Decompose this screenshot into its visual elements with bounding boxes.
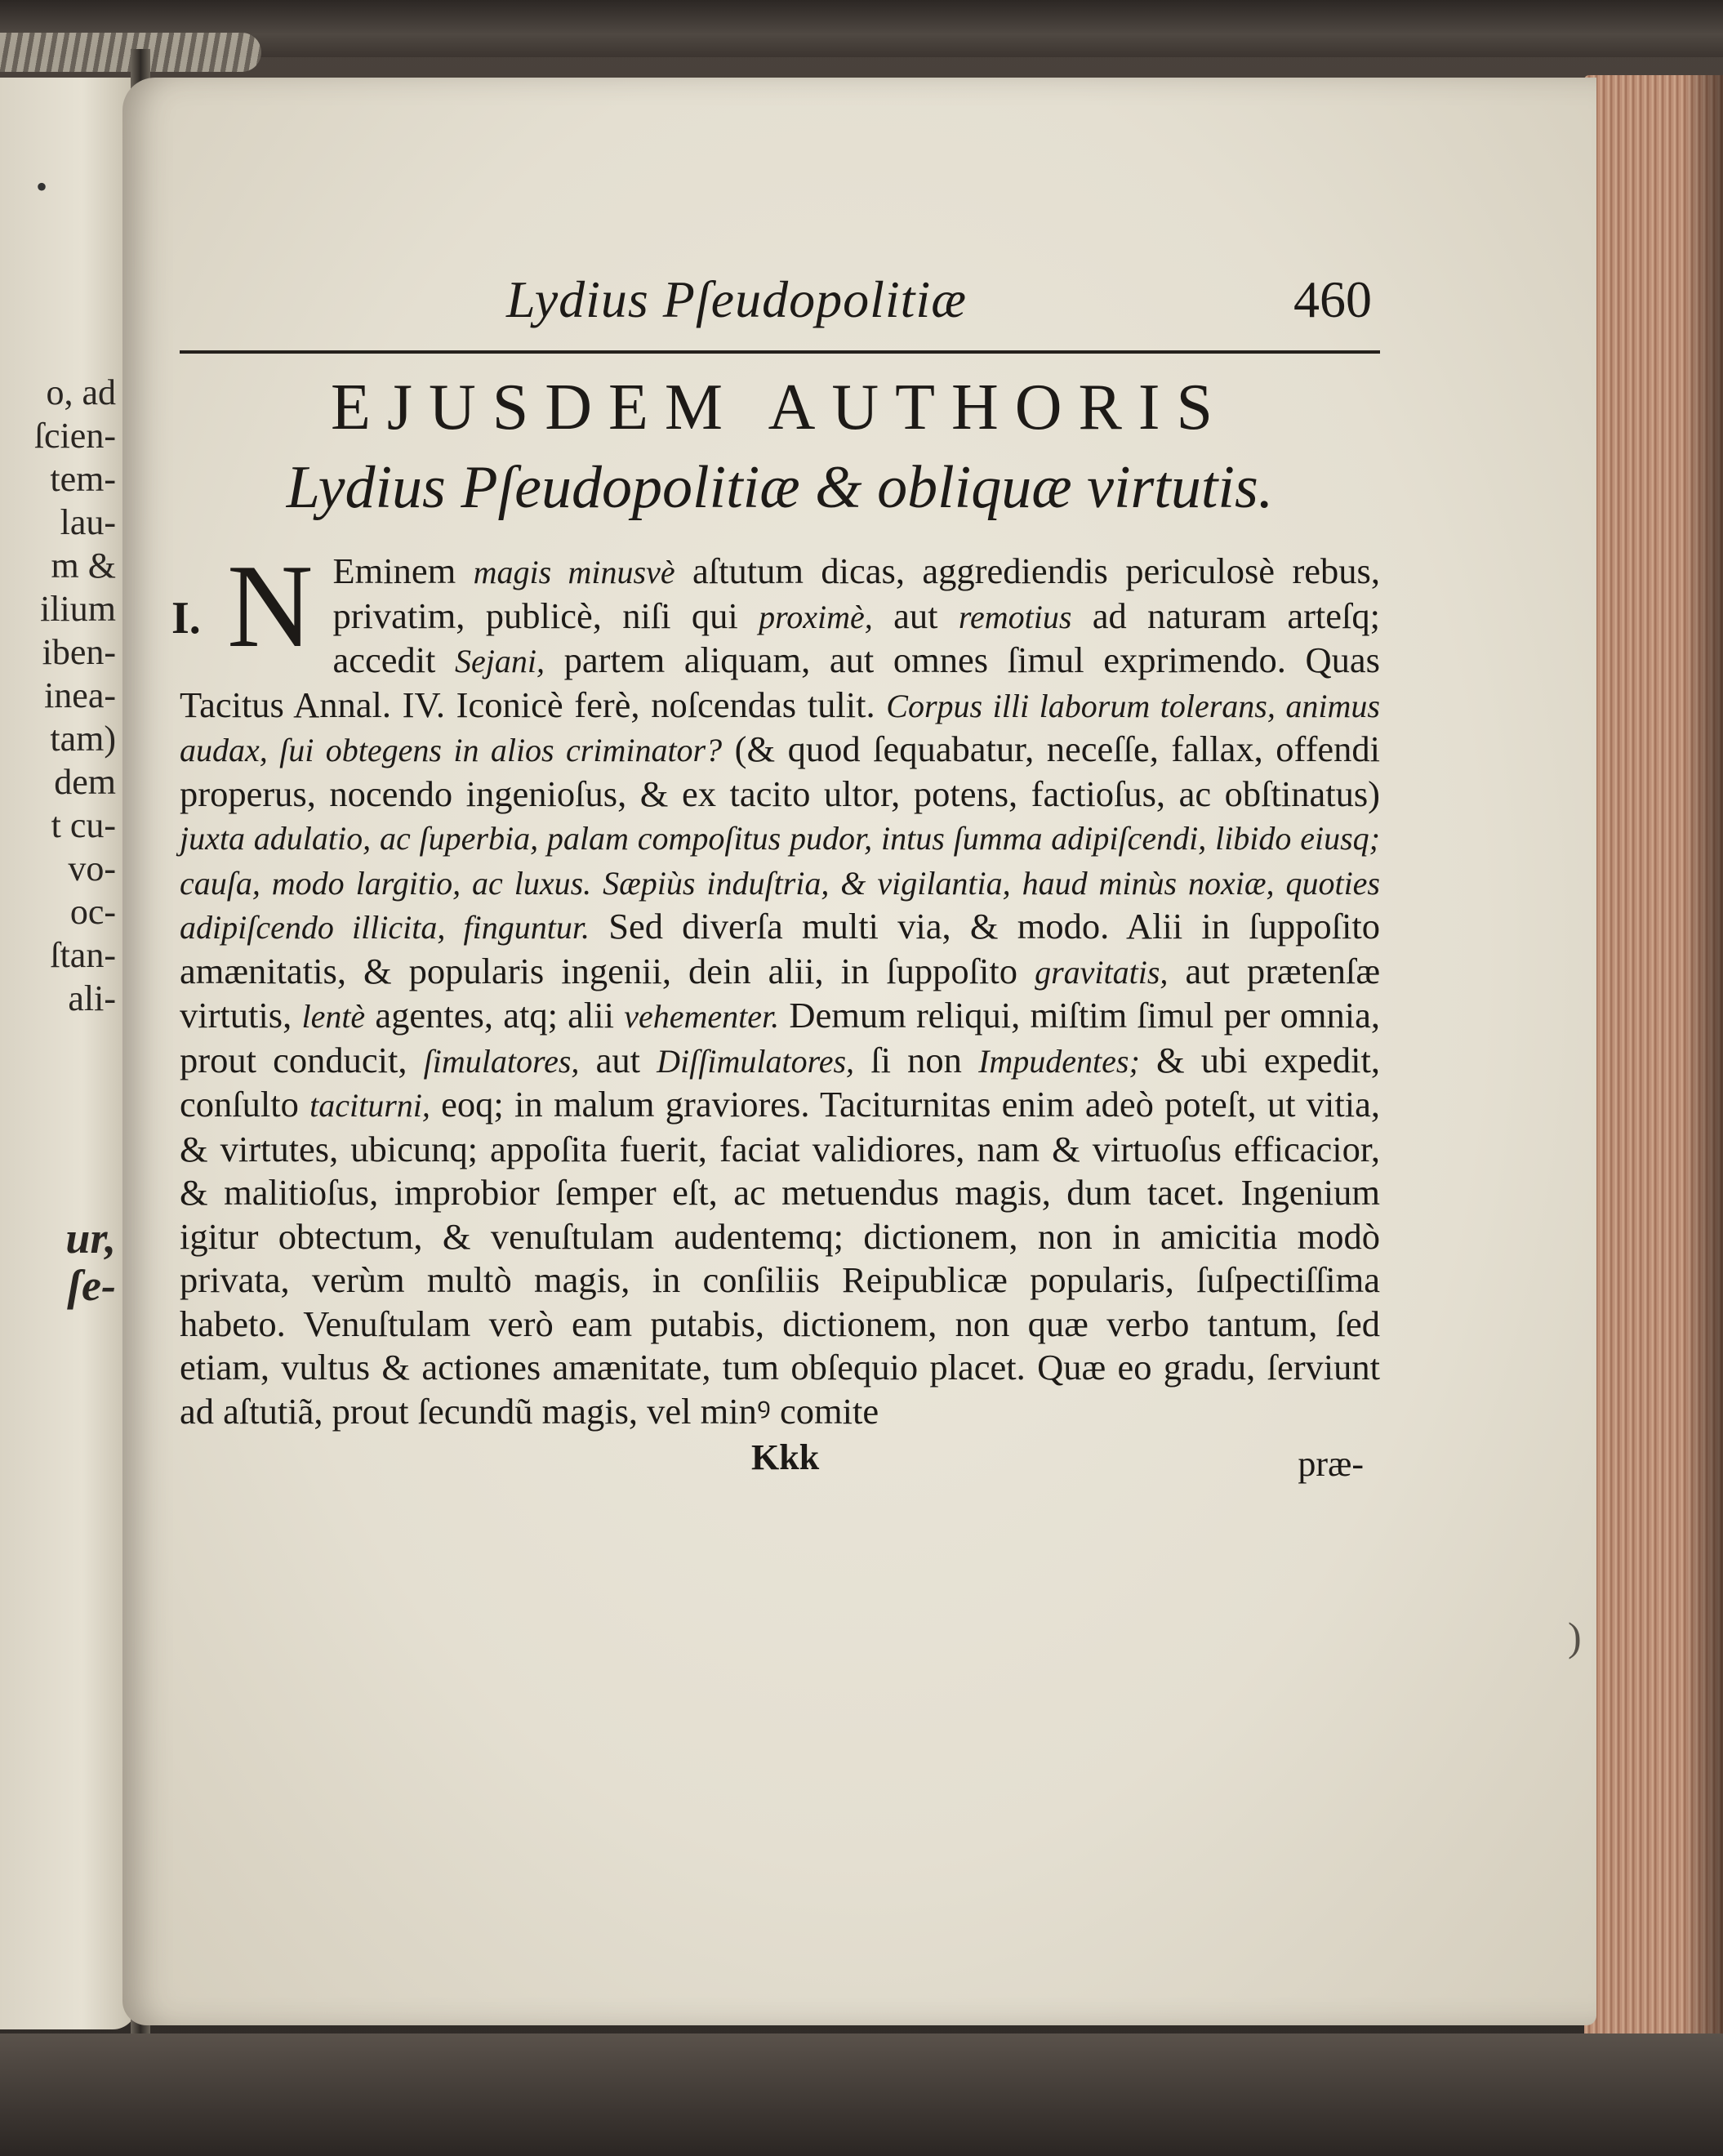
running-title: Lydius Pſeudopolitiæ — [506, 270, 967, 328]
text-run: partem aliquam, aut omnes ſimul exprimendo. Quas Tacitus Annal. IV. Iconicè ferè, noſcendas tulit. — [180, 639, 1380, 725]
italic-run: remotius — [958, 598, 1072, 635]
left-page-italic-line: ſe- — [67, 1261, 116, 1310]
left-page-mark: • — [36, 168, 48, 205]
drop-cap: N — [227, 540, 314, 672]
left-page-line: vo- — [68, 849, 116, 889]
left-facing-page — [0, 78, 137, 2029]
italic-run: Sejani, — [455, 643, 545, 679]
italic-run: magis minusvè — [473, 554, 675, 590]
left-page-line: lau- — [60, 502, 116, 542]
text-run: Sed diverſa multi via, & modo. Alii in ſuppoſito amænitatis, & popularis ingenii, dein alii, in ſuppoſito — [180, 906, 1380, 991]
text-block — [171, 270, 1381, 1486]
paragraph-number: I. — [171, 593, 201, 644]
left-page-line: inea- — [44, 675, 116, 715]
text-run: & ubi expedit, conſulto — [180, 1039, 1380, 1125]
left-page-line: ilium — [40, 589, 116, 629]
italic-run: Impudentes; — [978, 1042, 1140, 1080]
left-page-line: ſtan- — [50, 935, 116, 975]
text-run: aut prætenſæ virtutis, — [180, 950, 1380, 1036]
italic-run: lentè — [301, 998, 366, 1035]
italic-run: Diſſimulatores, — [657, 1042, 855, 1080]
text-run: agentes, atq; alii — [365, 995, 625, 1036]
left-page-line: t cu- — [51, 805, 116, 845]
body-text — [171, 540, 1381, 1433]
left-page-line: tem- — [50, 459, 116, 499]
left-page-italic-line: ur, — [65, 1214, 116, 1263]
header-rule — [180, 350, 1380, 354]
bottom-board — [0, 2034, 1723, 2156]
text-run: aut — [579, 1039, 657, 1080]
italic-run: gravitatis, — [1035, 953, 1169, 991]
signature-mark: Kkk — [751, 1437, 820, 1477]
section-subheading: Lydius Pſeudopolitiæ & obliquæ virtutis. — [286, 454, 1274, 521]
left-page-line: iben- — [42, 632, 116, 672]
text-run: eoq; in malum graviores. Taciturnitas enim adeò poteſt, ut vitia, & virtutes, ubicunq; appoſita fuerit, faciat validiores, nam & virtuoſus efficacior, & malitioſus, improbior ſemper eſt, ac metuendus magis, dum tacet. Ingenium igitur obtectum, & venuſtulam audentemq; dictionem, non in amicitia modò privata, verùm multò magis, in conſiliis Reipublicæ popularis, ſuſpectiſſima habeto. Venuſtulam verò eam putabis, dictionem, non quæ verbo tantum, ſed etiam, vultus & actiones amænitate, tum obſequio placet. Quæ eo gradu, ſerviunt ad aſtutiã, prout ſecundũ magis, vel minꝰ comite — [180, 1084, 1381, 1432]
italic-run: proximè, — [759, 598, 873, 635]
text-run: aut — [872, 595, 959, 636]
catchword: præ- — [1298, 1444, 1364, 1484]
left-page-line: tam) — [50, 719, 116, 759]
left-page-line: ali- — [68, 978, 116, 1018]
page-number: 460 — [1293, 270, 1372, 328]
left-page-line: ſcien- — [33, 416, 116, 456]
margin-mark: ) — [1568, 1614, 1582, 1659]
italic-run: juxta adulatio, ac ſuperbia, palam compoſitus pudor, intus ſumma adipiſcendi, libido eiusq; cauſa, modo largitio, ac luxus. Sæpiùs induſtria, & vigilantia, haud minùs noxiæ, quoties adipiſcendo illicita, finguntur. — [180, 820, 1380, 946]
left-page-line: m & — [51, 546, 116, 586]
text-run: Eminem — [332, 550, 474, 591]
italic-run: taciturni, — [309, 1087, 430, 1124]
left-page-line: oc- — [69, 892, 116, 932]
fore-edge-shadow — [1682, 75, 1723, 2076]
italic-run: vehementer. — [624, 998, 780, 1035]
text-run: ad naturam arteſq; accedit — [332, 595, 1380, 680]
italic-run: Corpus illi laborum tolerans, animus audax, ſui obtegens in alios criminator? — [180, 687, 1380, 768]
text-run: ſi non — [854, 1039, 979, 1080]
body-paragraph — [180, 540, 1381, 1432]
catchline — [180, 1437, 1380, 1486]
text-run: aſtutum dicas, aggrediendis periculosè rebus, privatim, publicè, niſi qui — [332, 550, 1380, 636]
running-head — [180, 270, 1380, 347]
text-run: Demum reliqui, miſtim ſimul per omnia, prout conducit, — [180, 995, 1380, 1080]
text-run: (& quod ſequabatur, neceſſe, fallax, offendi properus, nocendo ingenioſus, & ex tacito ultor, potens, factioſus, ac obſtinatus) — [180, 728, 1380, 814]
left-page-line: o, ad — [46, 372, 116, 412]
left-page-line: dem — [54, 762, 116, 802]
italic-run: ſimulatores, — [423, 1042, 580, 1080]
section-heading: EJUSDEM AUTHORIS — [330, 372, 1230, 443]
